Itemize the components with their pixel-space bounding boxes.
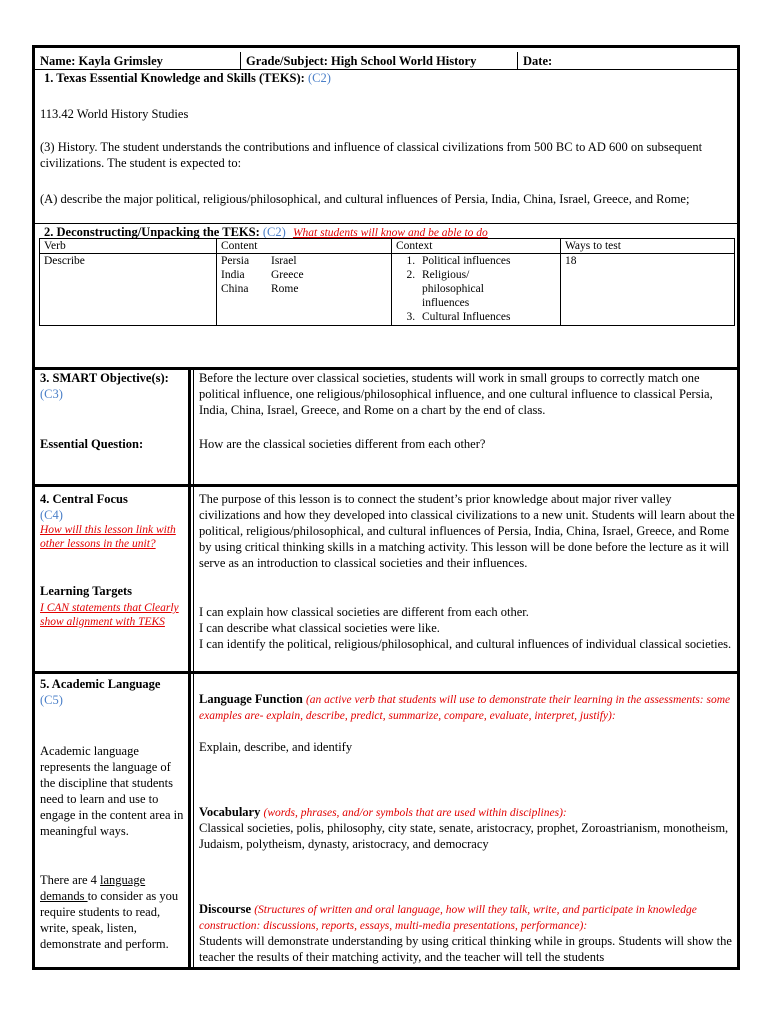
- section4-code: (C4): [40, 508, 63, 522]
- link-note: How will this lesson link with other lessons in the unit?: [40, 524, 176, 550]
- section2-heading: 2. Deconstructing/Unpacking the TEKS: (C2) What students will know and be able to do: [44, 225, 488, 239]
- table-header: Content: [217, 239, 392, 254]
- ways-to-test-cell: 18: [561, 254, 735, 326]
- language-demands-text: There are 4 language demands to consider as you require students to read, write, speak, listen, demonstrate and perform.: [40, 873, 179, 951]
- header-divider: [517, 52, 518, 69]
- table-header: Context: [392, 239, 561, 254]
- language-demands-link: language demands: [40, 873, 146, 903]
- discourse-value: Students will demonstrate understanding by using critical thinking while in groups. Students will show the teacher the results of their matching activity, and the teacher will tell the students: [199, 934, 732, 964]
- language-function-value: Explain, describe, and identify: [199, 740, 353, 754]
- context-item: 1. Political influences: [418, 254, 556, 268]
- deconstruct-table: [39, 238, 735, 326]
- table-header-row: [40, 239, 735, 254]
- learning-targets-label: Learning Targets: [40, 584, 133, 598]
- table-row: [40, 254, 735, 326]
- essential-question: How are the classical societies different from each other?: [199, 437, 486, 451]
- header-divider: [240, 52, 241, 69]
- section2-note: What students will know and be able to do: [292, 227, 488, 239]
- column-divider: [193, 367, 194, 970]
- teks-standard: 113.42 World History Studies: [40, 107, 189, 121]
- context-item: 3. Cultural Influences: [418, 310, 556, 324]
- section5-heading: 5. Academic Language: [40, 677, 161, 691]
- smart-objective: Before the lecture over classical societies, students will work in small groups to correctly match one political influence, one religious/philosophical influence, and one cultural influence to classical Persia, India, China, Israel, Greece, and Rome on a chart by the end of class.: [199, 371, 713, 417]
- section4-heading: 4. Central Focus: [40, 492, 128, 506]
- vocabulary-block: Vocabulary (words, phrases, and/or symbols that are used within disciplines):: [199, 805, 567, 819]
- verb-cell: Describe: [40, 254, 217, 326]
- context-cell: [392, 254, 561, 326]
- learning-target-item: I can identify the political, religious/philosophical, and cultural influences of individual classical societies.: [199, 637, 732, 651]
- grade-subject-field: Grade/Subject: High School World History: [246, 54, 477, 68]
- central-focus-text: The purpose of this lesson is to connect the student’s prior knowledge about major river valley civilizations and how they developed into classical civilizations to a new unit. Students will learn about the political, religious/philosophical, and cultural influences of Persia, India, China, Israel, Greece, and Rome by using critical thinking skills in a matching activity. This lesson will be done before the lecture as it will serve as an introduction to classical societies and their influences.: [199, 492, 735, 570]
- section5-code: (C5): [40, 693, 63, 707]
- learning-targets-note: I CAN statements that Clearly show alignment with TEKS: [40, 602, 179, 628]
- name-field: Name: Kayla Grimsley: [40, 54, 163, 68]
- section3-heading: 3. SMART Objective(s): (C3): [40, 371, 169, 401]
- student-expectation: (A) describe the major political, religious/philosophical, and cultural influences of Persia, India, China, Israel, Greece, and Rome;: [40, 192, 690, 206]
- content-line: Persia Israel: [221, 255, 297, 267]
- learning-target-item: I can explain how classical societies are different from each other.: [199, 605, 529, 619]
- row-divider: [35, 671, 737, 674]
- table-header: Verb: [40, 239, 217, 254]
- lesson-plan-page: [32, 45, 740, 970]
- content-line: China Rome: [221, 283, 299, 295]
- academic-language-description: Academic language represents the language of the discipline that students need to learn and use to engage in the content area in meaningful ways.: [40, 744, 184, 838]
- vocabulary-value: Classical societies, polis, philosophy, city state, senate, aristocracy, prophet, Zoroastrianism, monotheism, Judaism, polytheism, dynasty, aristocracy, and democracy: [199, 821, 729, 851]
- essential-question-label: Essential Question:: [40, 437, 144, 451]
- content-line: India Greece: [221, 269, 304, 281]
- content-cell: [217, 254, 392, 326]
- column-divider: [188, 367, 191, 970]
- discourse-block: Discourse (Structures of written and oral language, how will they talk, write, and participate in knowledge construction: discussions, reports, essays, multi-media presentations, performance):: [199, 902, 697, 932]
- history-paragraph: (3) History. The student understands the contributions and influence of classical civilizations from 500 BC to AD 600 on subsequent civilizations. The student is expected to:: [40, 140, 703, 170]
- table-header: Ways to test: [561, 239, 735, 254]
- date-field: Date:: [523, 54, 553, 68]
- row-divider: [35, 484, 737, 487]
- context-item: 2. Religious/ philosophical influences: [418, 268, 514, 310]
- learning-target-item: I can describe what classical societies were like.: [199, 621, 440, 635]
- language-function-block: Language Function (an active verb that students will use to demonstrate their learning in the assessments: some examples are- explain, describe, predict, summarize, compare, evaluate, interpret, justify):: [199, 692, 731, 722]
- section1-heading: 1. Texas Essential Knowledge and Skills (TEKS): (C2): [44, 71, 331, 85]
